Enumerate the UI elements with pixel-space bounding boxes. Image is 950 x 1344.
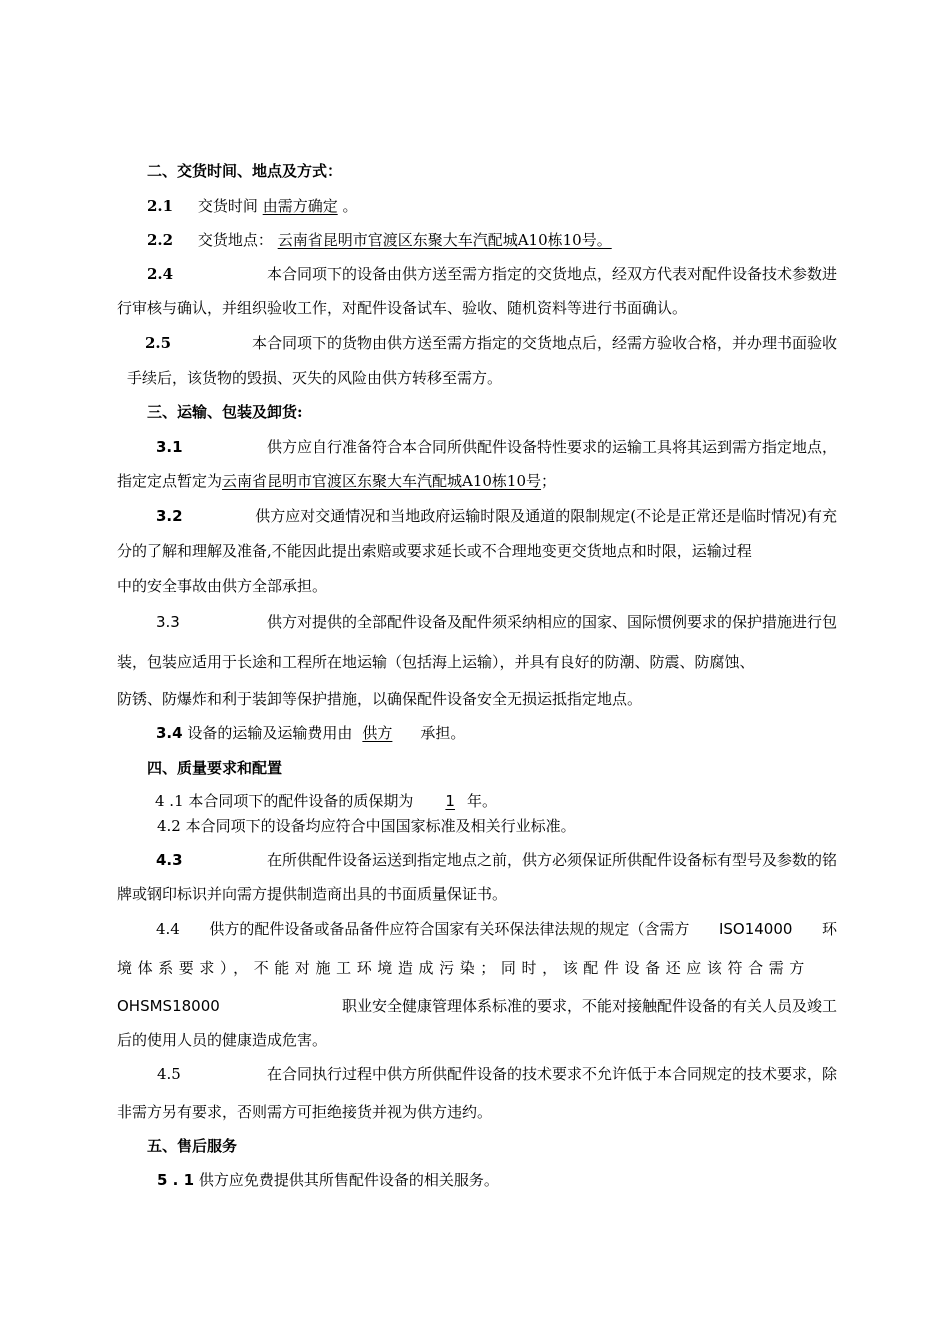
clause-2-5-line-1: [145, 333, 837, 353]
clause-number: 4.4: [156, 920, 180, 938]
clause-4-2: [157, 816, 576, 836]
clause-number: 2.2: [147, 231, 174, 249]
clause-number: 4.5: [157, 1065, 181, 1083]
clause-text: 在合同执行过程中供方所供配件设备的技术要求不允许低于本合同规定的技术要求，除: [266, 1065, 837, 1083]
clause-2-4-line-2: 行审核与确认，并组织验收工作，对配件设备试车、验收、随机资料等进行书面确认。: [117, 299, 688, 317]
clause-4-4-line-3: [117, 996, 837, 1016]
clause-tail: 年。: [466, 792, 497, 810]
clause-3-1-line-2: [117, 471, 556, 491]
ohsms-standard: OHSMS18000: [117, 997, 220, 1015]
clause-3-2-line-3: 中的安全事故由供方全部承担。: [117, 577, 328, 595]
clause-3-3-line-2: 装，包装应适用于长途和工程所在地运输（包括海上运输），并具有良好的防潮、防震、防腐蚀、: [117, 653, 755, 671]
designated-point-value: 云南省昆明市官渡区东聚大车汽配城A10栋10号: [222, 472, 542, 490]
clause-4-5-line-1: [157, 1064, 837, 1084]
clause-number: 2.4: [147, 265, 174, 283]
clause-2-1: [147, 196, 358, 216]
clause-4-3-line-1: [156, 850, 837, 870]
clause-4-4-line-4: 后的使用人员的健康造成危害。: [117, 1031, 328, 1049]
clause-4-5-line-2: 非需方另有要求，否则需方可拒绝接货并视为供方违约。: [117, 1103, 493, 1121]
clause-4-4-line-2: 境体系要求），不能对施工环境造成污染；同时，该配件设备还应该符合需方: [117, 959, 810, 977]
clause-3-4: [156, 723, 465, 743]
clause-label: 交货时间: [197, 197, 258, 215]
clause-number: 3.3: [156, 613, 180, 631]
clause-text: 在所供配件设备运送到指定地点之前，供方必须保证所供配件设备标有型号及参数的铭: [266, 851, 837, 869]
clause-text: 供方应对交通情况和当地政府运输时限及通道的限制规定(不论是正常还是临时情况)有充: [255, 507, 837, 525]
clause-label: 交货地点：: [197, 231, 273, 249]
clause-text: 本合同项下的设备由供方送至需方指定的交货地点，经双方代表对配件设备技术参数进: [266, 265, 837, 283]
clause-text: 设备的运输及运输费用由: [187, 724, 353, 742]
clause-4-4-line-1: [156, 919, 837, 939]
clause-3-2-line-2: 分的了解和理解及准备,不能因此提出索赔或要求延长或不合理地变更交货地点和时限，运输过程: [117, 542, 752, 560]
clause-tail: ；: [541, 472, 557, 490]
warranty-years-value: 1: [445, 792, 455, 810]
clause-2-2: [147, 230, 612, 250]
clause-number: 2.5: [145, 334, 172, 352]
transport-bearer-value: 供方: [362, 724, 393, 742]
clause-number: 2.1: [147, 197, 174, 215]
clause-text: 本合同项下的配件设备的质保期为: [188, 792, 414, 810]
clause-text: 环: [821, 920, 837, 938]
clause-number: 3.4: [156, 724, 183, 742]
delivery-time-value: 由需方确定: [262, 197, 338, 215]
clause-text: 职业安全健康管理体系标准的要求，不能对接触配件设备的有关人员及竣工: [341, 997, 837, 1015]
clause-number: 4 .1: [155, 792, 184, 810]
clause-text: 本合同项下的设备均应符合中国国家标准及相关行业标准。: [185, 817, 576, 835]
clause-number: 5 . 1: [157, 1171, 195, 1189]
iso-standard: ISO14000: [718, 920, 793, 938]
clause-text: 供方应免费提供其所售配件设备的相关服务。: [198, 1171, 499, 1189]
clause-number: 4.2: [157, 817, 181, 835]
clause-2-4-line-1: [147, 264, 837, 284]
section-2-heading: 二、交货时间、地点及方式：: [147, 162, 343, 180]
clause-number: 4.3: [156, 851, 183, 869]
clause-text: 供方应自行准备符合本合同所供配件设备特性要求的运输工具将其运到需方指定地点，: [266, 438, 837, 456]
clause-3-1-line-1: [156, 437, 837, 457]
clause-text: 供方对提供的全部配件设备及配件须采纳相应的国家、国际惯例要求的保护措施进行包: [266, 613, 837, 631]
section-3-heading: 三、运输、包装及卸货:: [147, 403, 303, 421]
clause-3-3-line-3: 防锈、防爆炸和利于装卸等保护措施，以确保配件设备安全无损运抵指定地点。: [117, 690, 643, 708]
clause-number: 3.1: [156, 438, 183, 456]
clause-tail: 。: [342, 197, 358, 215]
clause-text: 本合同项下的货物由供方送至需方指定的交货地点后，经需方验收合格，并办理书面验收: [251, 334, 837, 352]
clause-5-1: [157, 1170, 499, 1190]
clause-text: 指定定点暂定为: [117, 472, 223, 490]
clause-text: 供方的配件设备或备品备件应符合国家有关环保法律法规的规定（含需方: [209, 920, 690, 938]
section-5-heading: 五、售后服务: [147, 1137, 238, 1155]
section-4-heading: 四、质量要求和配置: [147, 759, 283, 777]
clause-tail: 承担。: [420, 724, 466, 742]
clause-3-2-line-1: [156, 506, 837, 526]
clause-3-3-line-1: [156, 612, 837, 632]
clause-2-5-line-2: 手续后，该货物的毁损、灭失的风险由供方转移至需方。: [127, 369, 503, 387]
delivery-location-value: 云南省昆明市官渡区东聚大车汽配城A10栋10号。: [277, 231, 612, 249]
clause-4-1: [155, 791, 497, 811]
clause-4-3-line-2: 牌或钢印标识并向需方提供制造商出具的书面质量保证书。: [117, 885, 508, 903]
clause-number: 3.2: [156, 507, 183, 525]
